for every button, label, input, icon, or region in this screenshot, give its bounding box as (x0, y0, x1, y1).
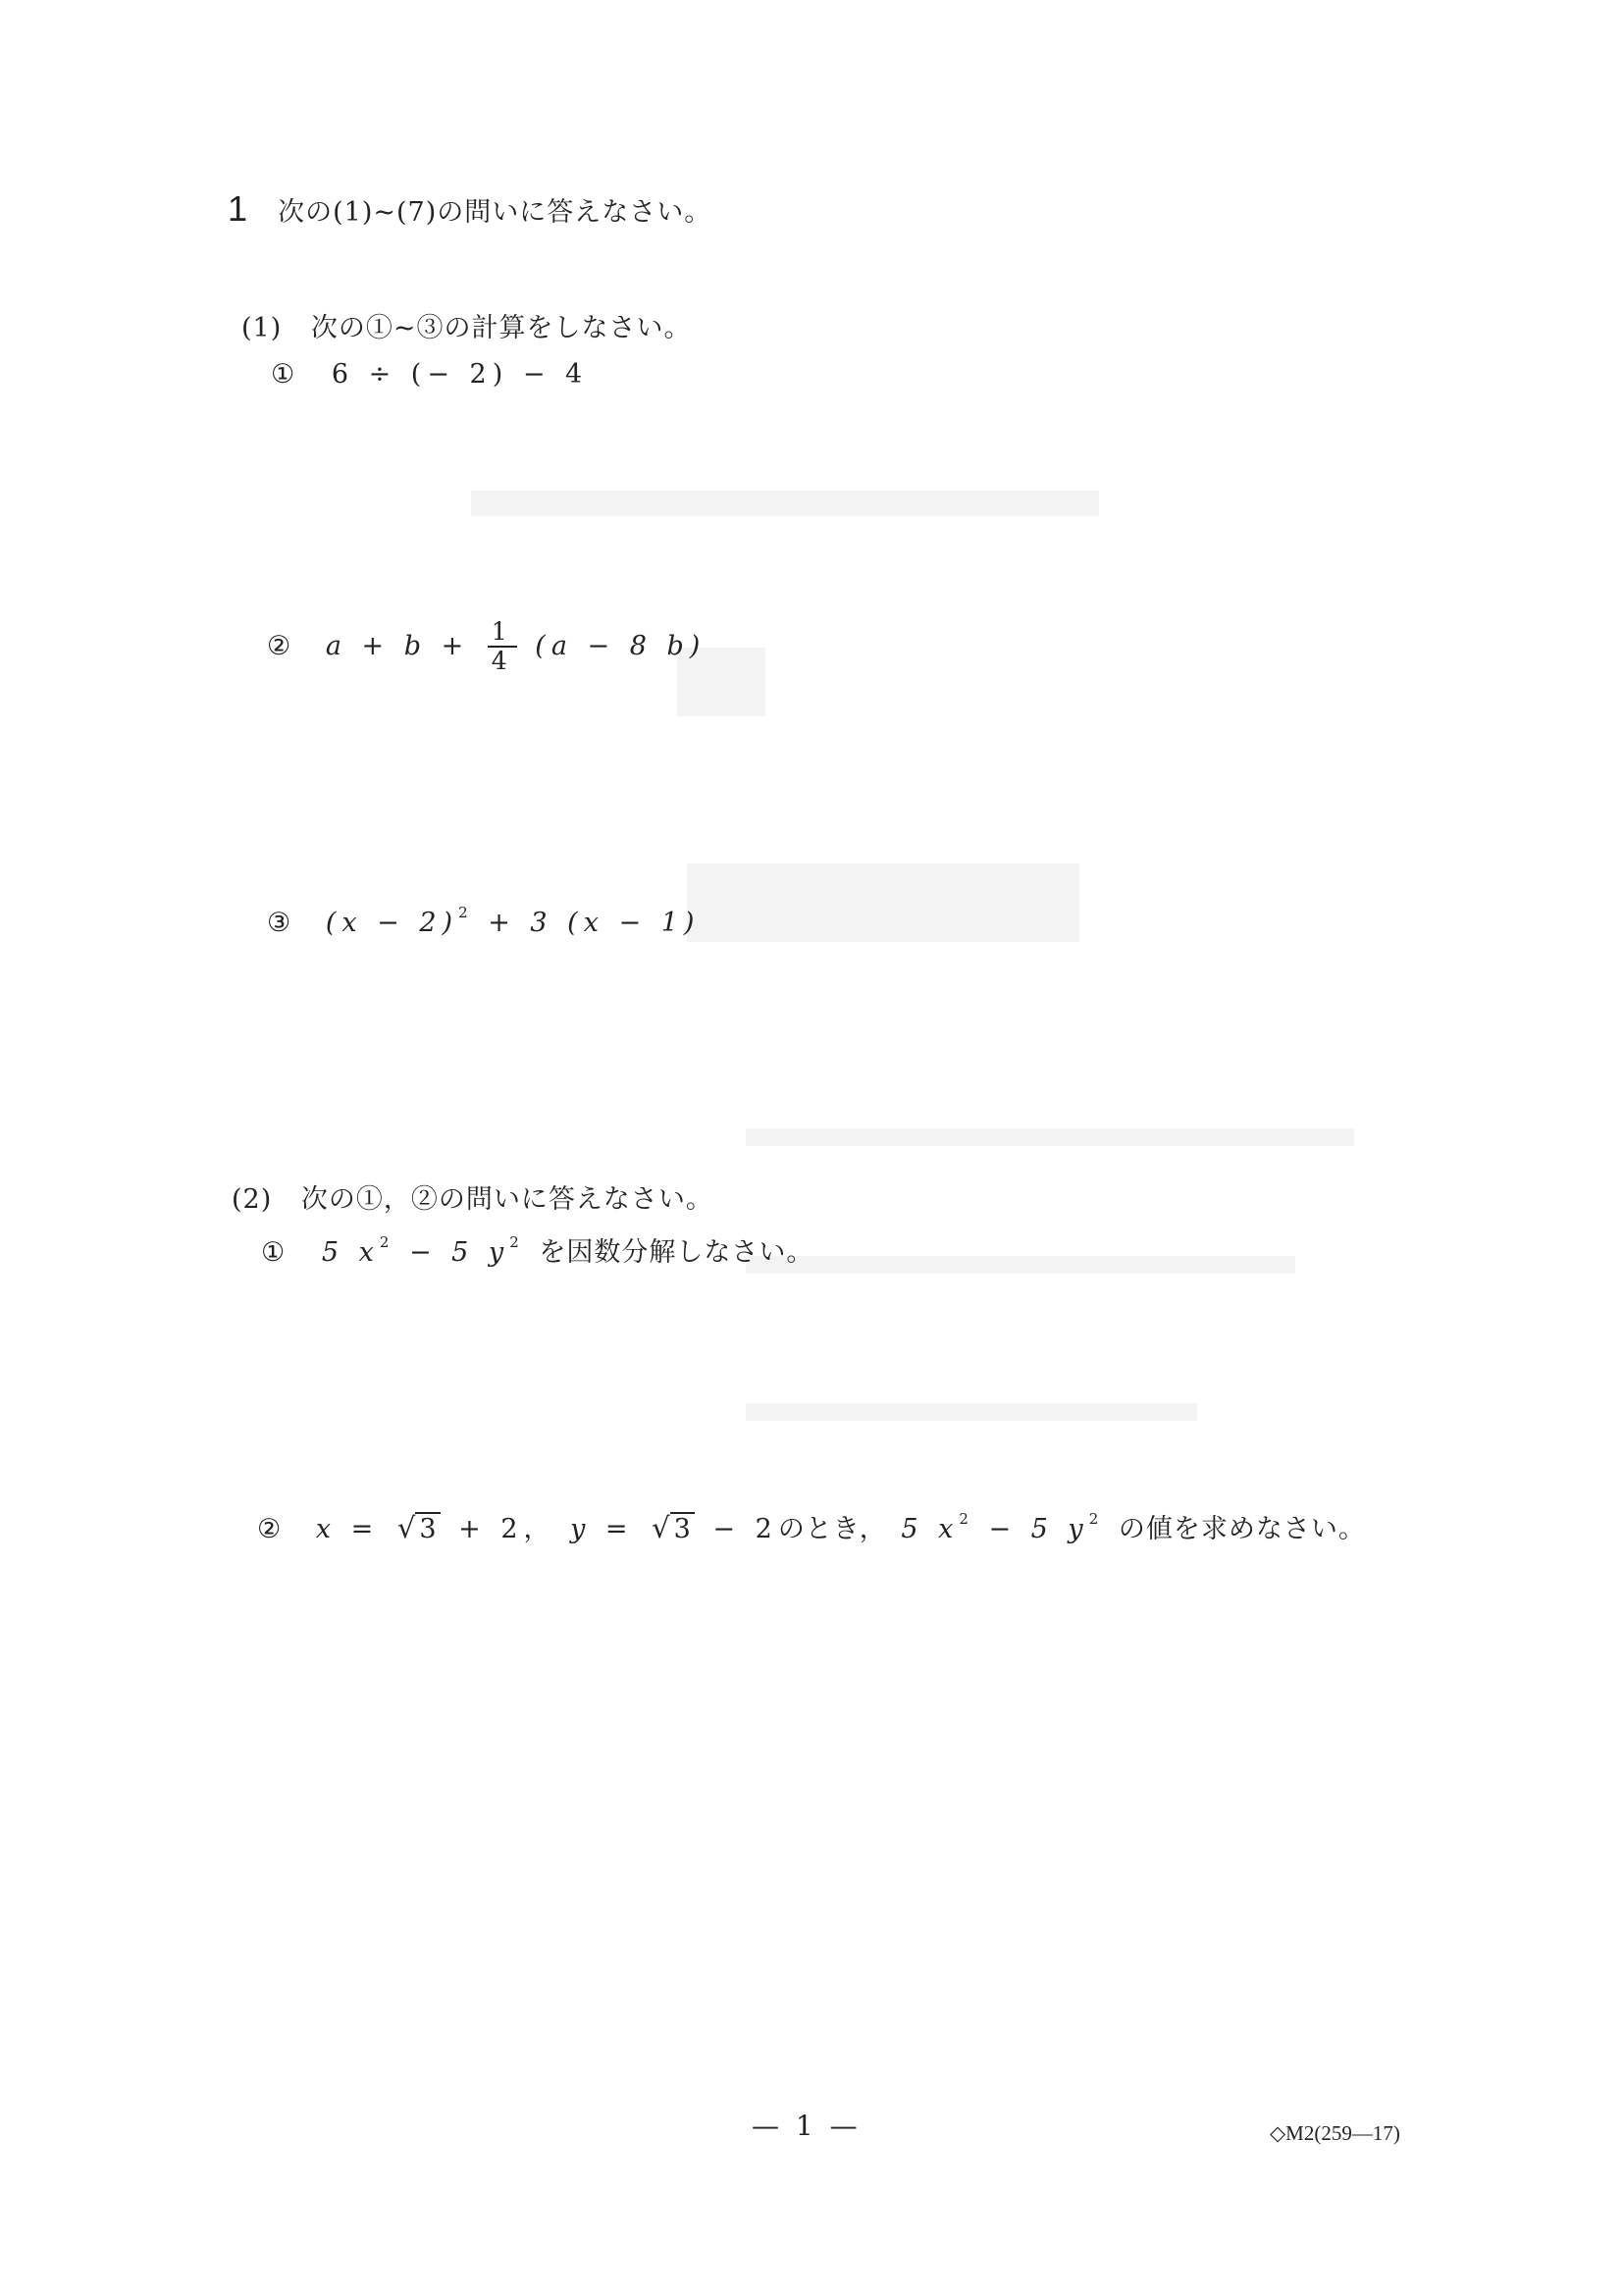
question-number: 1 (228, 188, 248, 229)
condition-text: のとき， (777, 1514, 887, 1544)
document-code: ◇M2(259—17) (1270, 2121, 1400, 2145)
x-equals: x = (315, 1514, 380, 1544)
math-term-2: − 5 y (408, 1237, 510, 1268)
exponent: 2 (379, 1233, 395, 1251)
instruction-text: を因数分解しなさい。 (539, 1237, 814, 1268)
part2-header (232, 1177, 713, 1216)
item-marker: ① (271, 359, 296, 390)
show-through-mark (746, 1403, 1197, 1421)
part1-item-1 (271, 359, 588, 390)
question-header (228, 188, 711, 230)
exponent: 2 (509, 1233, 525, 1251)
math-expression-rest: + 3 (x − 1) (488, 908, 701, 938)
item-marker: ① (261, 1237, 287, 1268)
math-expression-suffix: (a − 8 b) (535, 631, 707, 661)
fraction-denominator: 4 (491, 646, 513, 675)
item-marker: ② (267, 631, 292, 661)
x-rest: + 2， (458, 1514, 556, 1544)
show-through-mark (471, 491, 1099, 516)
math-term-1: 5 x (901, 1514, 960, 1544)
part2-item-2 (257, 1507, 1366, 1545)
show-through-mark (687, 863, 1079, 942)
item-marker: ③ (267, 908, 292, 938)
fraction (488, 618, 517, 674)
y-equals: y = (570, 1514, 634, 1544)
part2-instruction: 次の①，②の問いに答えなさい。 (300, 1184, 713, 1215)
exponent: 2 (1088, 1510, 1105, 1528)
show-through-mark (746, 1256, 1295, 1274)
math-term-1: 5 x (321, 1237, 380, 1268)
question-prompt: 次の(1)~(7)の問いに答えなさい。 (278, 197, 712, 228)
fraction-numerator: 1 (488, 618, 517, 648)
exponent: 2 (458, 904, 474, 921)
item-marker: ② (257, 1514, 283, 1544)
part1-header (241, 306, 691, 344)
square-root: √ 3 (652, 1511, 695, 1544)
math-term-2: − 5 y (988, 1514, 1089, 1544)
part1-item-2 (267, 618, 706, 674)
exponent: 2 (959, 1510, 974, 1528)
math-expression: 6 ÷ (− 2) − 4 (331, 359, 589, 390)
show-through-mark (746, 1128, 1354, 1146)
radicand: 3 (415, 1512, 440, 1544)
part1-item-3 (267, 904, 701, 938)
part2-label: (2) (232, 1184, 273, 1215)
square-root: √ 3 (397, 1511, 441, 1544)
part1-label: (1) (241, 313, 283, 343)
y-rest: − 2 (712, 1514, 778, 1544)
page-number: — 1 — (752, 2110, 862, 2142)
instruction-text: の値を求めなさい。 (1118, 1514, 1366, 1544)
part1-instruction: 次の①~③の計算をしなさい。 (310, 313, 692, 343)
math-expression-base: (x − 2) (325, 908, 459, 938)
part2-item-1 (261, 1230, 813, 1269)
radicand: 3 (670, 1512, 695, 1544)
math-expression-prefix: a + b + (325, 631, 470, 661)
